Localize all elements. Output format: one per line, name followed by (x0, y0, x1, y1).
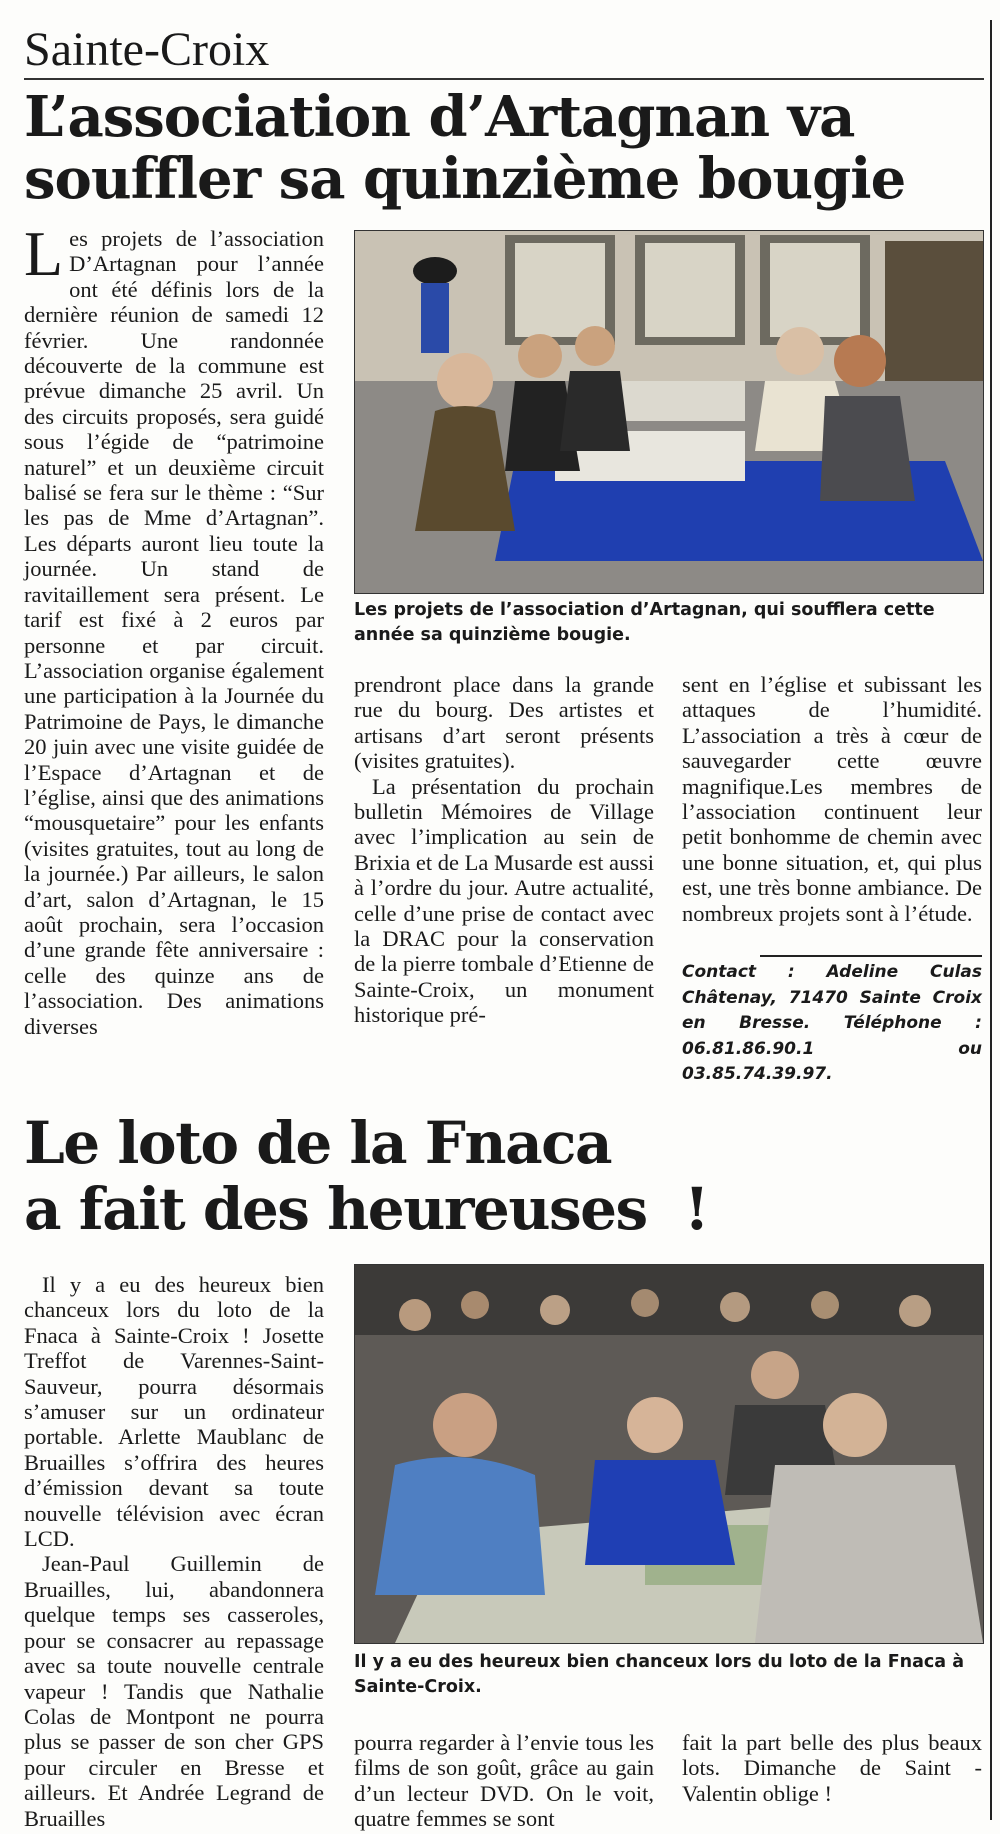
article1-col2-paragraph-2: La présentation du prochain bulletin Mémoires de Village avec l’implication au sein de Brixia et de La Musarde est aussi à l’ordre du jour. Autre actualité, celle d’une prise de contact avec la DRAC pour la conservation de la pierre tombale d’Etienne de Sainte-Croix, un monument historique pré- (354, 773, 654, 1028)
article2-headline-line-1: Le loto de la Fnaca (24, 1109, 612, 1177)
article1-column-2 (354, 672, 654, 1028)
article2-col1-paragraph-1: Il y a eu des heureux bien chanceux lors du loto de la Fnaca à Sainte-Croix ! Josette Treffot de Varennes-Saint-Sauveur, pourra désormais s’amuser sur un ordinateur portable. Arlette Maublanc de Bruailles s’offrira des heures d’émission devant sa toute nouvelle télévision avec écran LCD. (24, 1272, 324, 1552)
article1-photo-meeting (354, 230, 984, 594)
article2-col2-text: pourra regarder à l’envie tous les films de son goût, grâce au gain d’un lecteur DVD. On le voit, quatre femmes se sont (354, 1730, 654, 1832)
article1-column-1 (24, 218, 324, 1039)
article1-headline: L’association d’Artagnan va souffler sa quinzième bougie (24, 84, 906, 212)
article1-col1-text: es projets de l’association D’Artagnan pour l’année ont été définis lors de la dernière réunion de samedi 12 février. Une randonnée découverte de la commune est prévue dimanche 25 avril. Un des circuits proposés, sera guidé sous l’égide de “patrimoine naturel” et un deuxième circuit balisé se fera sur le thème : “Sur les pas de Mme d’Artagnan”. Les départs auront lieu toute la journée. Un stand de ravitaillement sera présent. Le tarif est fixé à 2 euros par personne et par circuit. L’association organise également une participation à la Journée du Patrimoine de Pays, le dimanche 20 juin avec une visite guidée de l’Espace d’Artagnan et de l’église, ainsi que des animations “mousquetaire” pour les enfants (visites gratuites, tout au long de la journée.) Par ailleurs, le salon d’art, salon d’Artagnan, le 15 août prochain, sera l’occasion d’une grande fête anniversaire : celle des quinze ans de l’association. Des animations diverses (24, 226, 324, 1039)
meeting-photo-illustration (355, 231, 983, 593)
dropcap: L (24, 218, 64, 289)
article2-col1-paragraph-2: Jean-Paul Guillemin de Bruailles, lui, abandonnera quelque temps ses casseroles, pour se consacrer au repassage avec sa toute nouvelle centrale vapeur ! Tandis que Nathalie Colas de Montpont ne pourra plus se passer de son cher GPS pour circuler en Bresse et ailleurs. Et Andrée Legrand de Bruailles (24, 1551, 324, 1831)
article2-column-3 (682, 1730, 982, 1806)
article2-headline (24, 1110, 984, 1242)
article2-caption: Il y a eu des heureux bien chanceux lors du loto de la Fnaca à Sainte-Croix. (354, 1652, 965, 1697)
article2-col3-text: fait la part belle des plus beaux lots. Dimanche de Saint -Valentin oblige ! (682, 1730, 982, 1806)
article2-column-1 (24, 1272, 324, 1831)
section-rubric: Sainte-Croix (24, 24, 984, 80)
loto-photo-illustration (355, 1265, 983, 1643)
contact-rule (760, 955, 982, 957)
article1-contact: Contact : Adeline Culas Châtenay, 71470 Sainte Croix en Bresse. Téléphone : 06.81.86.90.1 ou 03.85.74.39.97. (682, 962, 982, 1084)
article1-caption: Les projets de l’association d’Artagnan, qui soufflera cette année sa quinzième bougie. (354, 600, 935, 645)
article2-headline-line-2: a fait des heureuses ! (24, 1175, 709, 1243)
article1-col2-paragraph-1: prendront place dans la grande rue du bourg. Des artistes et artisans d’art seront présents (visites gratuites). (354, 672, 654, 774)
article1-col3-text: sent en l’église et subissant les attaques de l’humidité. L’association a très à cœur de sauvegarder cette œuvre magnifique.Les membres de l’association continuent leur petit bonhomme de chemin avec une bonne situation, et, qui plus est, une très bonne ambiance. De nombreux projets sont à l’étude. (682, 672, 982, 926)
article2-photo-loto (354, 1264, 984, 1644)
article2-column-2 (354, 1730, 654, 1832)
page-right-rule (990, 20, 992, 1820)
article1-column-3 (682, 672, 982, 926)
